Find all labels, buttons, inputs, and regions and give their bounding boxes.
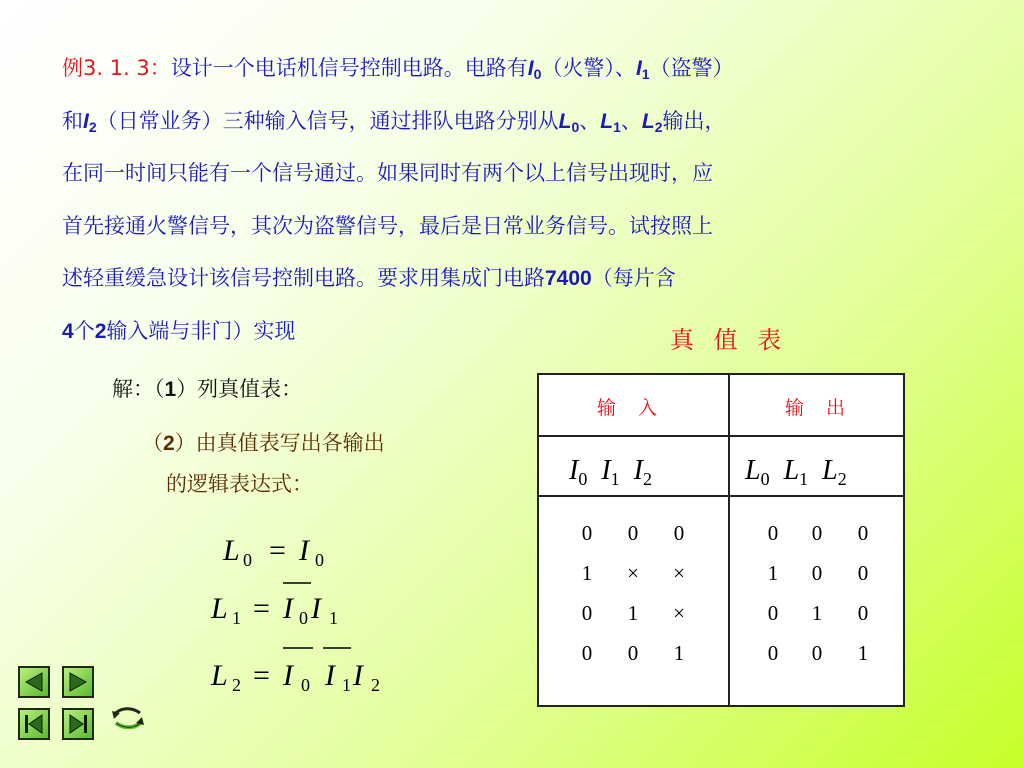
- svg-text:=: =: [269, 534, 286, 567]
- solution-step-1: 解：（1）列真值表：: [112, 377, 303, 401]
- last-slide-button[interactable]: [62, 708, 94, 740]
- problem-line-4: 首先接通火警信号，其次为盗警信号，最后是日常业务信号。试按照上: [62, 213, 713, 238]
- var-i0: $I_0$: [527, 57, 542, 82]
- input-variables: $I_0$ $I_1$ $I_2$: [569, 455, 652, 489]
- truth-table: [537, 373, 905, 707]
- problem-line-3: 在同一时间只能有一个信号通过。如果同时有两个以上信号出现时，应: [62, 161, 713, 185]
- previous-slide-button[interactable]: [18, 666, 50, 698]
- problem-line-1: [62, 42, 972, 95]
- problem-line-5: 述轻重缓急设计该信号控制电路。要求用集成门电路7400（每片含: [62, 266, 676, 290]
- equation-l0: [222, 534, 324, 570]
- svg-text:I: I: [325, 659, 335, 692]
- svg-text:2: 2: [371, 675, 380, 695]
- problem-line-6: 4个2输入端与非门）实现: [62, 318, 296, 343]
- problem-text: 和: [62, 108, 83, 133]
- problem-text: 输出，: [662, 108, 726, 133]
- previous-slide-icon: [20, 668, 48, 696]
- svg-text:I: I: [299, 534, 309, 567]
- var-i2: $I_2$: [83, 109, 97, 135]
- var-i1: $I_1$: [635, 57, 650, 82]
- solution-step-2-cont: 的逻辑表达式：: [166, 472, 313, 496]
- equation-l1: [210, 583, 338, 628]
- problem-text: （日常业务）三种输入信号，通过排队电路分别从: [96, 108, 559, 133]
- svg-text:1: 1: [342, 675, 351, 695]
- problem-line-2: 和$I_2$（日常业务）三种输入信号，通过排队电路分别从$L_0$、$L_1$、$L_2$输出，: [62, 108, 726, 135]
- first-slide-icon: [20, 710, 48, 738]
- example-label: 例3. 1. 3：: [62, 56, 171, 80]
- truth-table-title: 真 值 表: [670, 326, 788, 354]
- svg-text:I: I: [283, 659, 293, 692]
- problem-text: （盗警）: [649, 56, 734, 80]
- table-row: 0 0 1 0 0 1: [581, 641, 869, 665]
- table-body: [539, 513, 903, 673]
- problem-text: 设计一个电话机信号控制电路。电路有: [170, 56, 528, 80]
- svg-text:1: 1: [329, 608, 338, 628]
- svg-text:L: L: [211, 592, 228, 625]
- last-slide-icon: [64, 710, 92, 738]
- svg-text:0: 0: [301, 675, 310, 695]
- svg-text:=: =: [253, 592, 270, 625]
- solution-step-2: （2）由真值表写出各输出 的逻辑表达式：: [142, 423, 385, 504]
- table-row: 1 × × 1 0 0: [581, 561, 869, 585]
- equation-l2: [210, 648, 380, 695]
- output-variables: $L_0$ $L_1$ $L_2$: [745, 455, 847, 489]
- problem-text: （火警）、: [541, 56, 636, 80]
- var-l2: $L_2$: [641, 109, 663, 135]
- svg-text:0: 0: [315, 550, 324, 570]
- svg-text:0: 0: [243, 550, 252, 570]
- first-slide-button[interactable]: [18, 708, 50, 740]
- next-slide-icon: [64, 668, 92, 696]
- svg-text:1: 1: [232, 608, 241, 628]
- svg-text:L: L: [211, 659, 228, 692]
- svg-text:L: L: [223, 534, 240, 567]
- svg-text:=: =: [253, 659, 270, 692]
- input-header: 输 入: [597, 397, 666, 419]
- logic-equations: [205, 525, 405, 705]
- svg-text:I: I: [283, 592, 293, 625]
- table-row: 0 1 × 0 1 0: [581, 601, 869, 625]
- next-slide-button[interactable]: [62, 666, 94, 698]
- problem-statement: [62, 42, 972, 357]
- table-row: 0 0 0 0 0 0: [581, 521, 869, 545]
- return-icon[interactable]: [110, 705, 146, 735]
- chip-number: 7400: [545, 267, 592, 290]
- var-l0: $L_0$: [558, 109, 580, 135]
- table-divider-horizontal: [539, 495, 903, 497]
- svg-text:0: 0: [299, 608, 308, 628]
- svg-text:2: 2: [232, 675, 241, 695]
- table-divider-horizontal: [539, 435, 903, 437]
- svg-text:I: I: [353, 659, 363, 692]
- output-header: 输 出: [785, 397, 854, 419]
- var-l1: $L_1$: [600, 109, 621, 135]
- svg-text:I: I: [311, 592, 321, 625]
